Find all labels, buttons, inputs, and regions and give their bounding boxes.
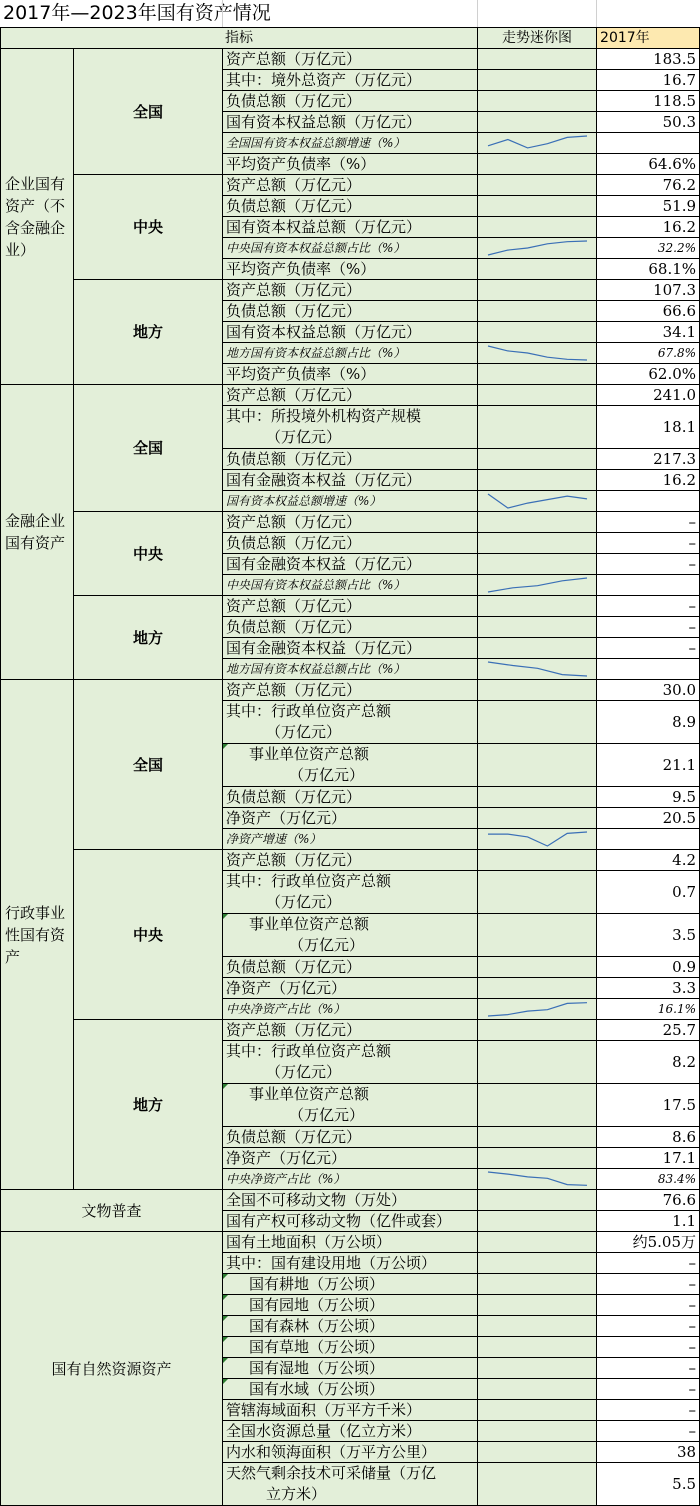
trend-cell xyxy=(478,1295,597,1316)
trend-cell xyxy=(478,575,597,596)
indicator-label: 中央国有资本权益总额占比（%） xyxy=(223,238,478,259)
indicator-label xyxy=(223,1084,478,1127)
header-row xyxy=(1,28,700,49)
value-2017: 3.5 xyxy=(597,914,700,957)
value-2017: 34.1 xyxy=(597,322,700,343)
indicator-label: 平均资产负债率（%） xyxy=(223,154,478,175)
sparkline-chart xyxy=(478,133,597,153)
table-row xyxy=(1,512,700,533)
sparkline-chart xyxy=(478,1169,597,1189)
value-2017: – xyxy=(597,533,700,554)
trend-cell xyxy=(478,301,597,322)
value-2017: – xyxy=(597,638,700,659)
indicator-label: 国有森林（万公顷） xyxy=(223,1316,478,1337)
trend-cell xyxy=(478,914,597,957)
indicator-label xyxy=(223,701,478,744)
trend-cell xyxy=(478,1274,597,1295)
indicator-label: 国有水域（万公顷） xyxy=(223,1379,478,1400)
value-2017: 8.6 xyxy=(597,1127,700,1148)
indicator-label: 其中：国有建设用地（万公顷） xyxy=(223,1253,478,1274)
label-line: 事业单位资产总额 （万亿元） xyxy=(249,745,370,784)
indicator-label xyxy=(223,406,478,449)
trend-cell xyxy=(478,1463,597,1506)
indicator-label: 负债总额（万亿元） xyxy=(223,787,478,808)
trend-cell xyxy=(478,1020,597,1041)
indicator-label: 国有湿地（万公顷） xyxy=(223,1358,478,1379)
value-2017: 5.5 xyxy=(597,1463,700,1506)
category-s1: 企业国有资产（不含金融企业） xyxy=(1,49,74,385)
table-row xyxy=(1,680,700,701)
value-2017: – xyxy=(597,1337,700,1358)
indicator-label: 国有金融资本权益（万亿元） xyxy=(223,554,478,575)
value-2017 xyxy=(597,491,700,512)
indicator-label: 国有土地面积（万公顷） xyxy=(223,1232,478,1253)
indicator-label xyxy=(223,744,478,787)
value-2017: 67.8% xyxy=(597,343,700,364)
indicator-label: 负债总额（万亿元） xyxy=(223,91,478,112)
trend-cell xyxy=(478,91,597,112)
sparkline-chart xyxy=(478,491,597,511)
indicator-label: 管辖海域面积（万平方千米） xyxy=(223,1400,478,1421)
header-year: 2017年 xyxy=(597,28,700,49)
assets-table xyxy=(0,27,700,1506)
indicator-label: 负债总额（万亿元） xyxy=(223,301,478,322)
indicator-label: 负债总额（万亿元） xyxy=(223,1127,478,1148)
value-2017 xyxy=(597,829,700,850)
value-2017: 83.4% xyxy=(597,1169,700,1190)
trend-cell xyxy=(478,70,597,91)
indicator-label: 国有资本权益总额（万亿元） xyxy=(223,217,478,238)
trend-cell xyxy=(478,364,597,385)
trend-cell xyxy=(478,154,597,175)
value-2017: 76.6 xyxy=(597,1190,700,1211)
trend-cell xyxy=(478,1442,597,1463)
trend-cell xyxy=(478,1400,597,1421)
trend-cell xyxy=(478,744,597,787)
value-2017: 107.3 xyxy=(597,280,700,301)
trend-cell xyxy=(478,850,597,871)
trend-cell xyxy=(478,1127,597,1148)
label-line: 其中：行政单位资产总额 （万亿元） xyxy=(226,872,392,911)
indicator-label: 国有产权可移动文物（亿件或套） xyxy=(223,1211,478,1232)
trend-cell xyxy=(478,1358,597,1379)
table-row xyxy=(1,175,700,196)
sparkline-line xyxy=(488,832,587,846)
indicator-label: 其中：境外总资产（万亿元） xyxy=(223,70,478,91)
value-2017: 62.0% xyxy=(597,364,700,385)
trend-cell xyxy=(478,217,597,238)
sparkline-chart xyxy=(478,829,597,849)
trend-cell xyxy=(478,617,597,638)
trend-cell xyxy=(478,871,597,914)
trend-cell xyxy=(478,259,597,280)
trend-cell xyxy=(478,1211,597,1232)
trend-cell xyxy=(478,196,597,217)
indicator-label xyxy=(223,871,478,914)
sparkline-chart xyxy=(478,343,597,363)
indicator-label: 地方国有资本权益总额占比（%） xyxy=(223,659,478,680)
subcategory-difang: 地方 xyxy=(74,1020,223,1190)
sparkline-line xyxy=(488,136,587,148)
subcategory-difang: 地方 xyxy=(74,596,223,680)
indicator-label xyxy=(223,1463,478,1506)
value-2017: 118.5 xyxy=(597,91,700,112)
category-s4: 文物普查 xyxy=(1,1190,223,1232)
table-row xyxy=(1,1232,700,1253)
value-2017: 4.2 xyxy=(597,850,700,871)
indicator-label: 资产总额（万亿元） xyxy=(223,280,478,301)
indicator-label: 平均资产负债率（%） xyxy=(223,259,478,280)
trend-cell xyxy=(478,1232,597,1253)
value-2017: – xyxy=(597,554,700,575)
value-2017: – xyxy=(597,512,700,533)
category-s2: 金融企业国有资产 xyxy=(1,385,74,680)
indicator-label xyxy=(223,1041,478,1084)
table-row xyxy=(1,850,700,871)
value-2017: 68.1% xyxy=(597,259,700,280)
trend-cell xyxy=(478,1379,597,1400)
trend-cell xyxy=(478,49,597,70)
value-2017: 9.5 xyxy=(597,787,700,808)
indicator-label: 国有资本权益总额（万亿元） xyxy=(223,322,478,343)
value-2017: – xyxy=(597,1295,700,1316)
indicator-label: 净资产增速（%） xyxy=(223,829,478,850)
indicator-label: 全国国有资本权益总额增速（%） xyxy=(223,133,478,154)
value-2017: 66.6 xyxy=(597,301,700,322)
indicator-label: 全国不可移动文物（万处） xyxy=(223,1190,478,1211)
indicator-label: 国有资本权益总额增速（%） xyxy=(223,491,478,512)
subcategory-quanguo: 全国 xyxy=(74,680,223,850)
category-s5: 国有自然资源资产 xyxy=(1,1232,223,1506)
trend-cell xyxy=(478,829,597,850)
indicator-label: 净资产（万亿元） xyxy=(223,978,478,999)
indicator-label: 负债总额（万亿元） xyxy=(223,196,478,217)
indicator-label: 国有草地（万公顷） xyxy=(223,1337,478,1358)
label-line: 其中：所投境外机构资产规模 （万亿元） xyxy=(226,407,422,446)
trend-cell xyxy=(478,322,597,343)
value-2017: – xyxy=(597,1358,700,1379)
sparkline-line xyxy=(488,346,587,360)
trend-cell xyxy=(478,1337,597,1358)
indicator-label: 国有耕地（万公顷） xyxy=(223,1274,478,1295)
indicator-label: 资产总额（万亿元） xyxy=(223,680,478,701)
value-2017: 17.5 xyxy=(597,1084,700,1127)
sparkline-line xyxy=(488,662,587,676)
value-2017: 3.3 xyxy=(597,978,700,999)
indicator-label: 资产总额（万亿元） xyxy=(223,596,478,617)
trend-cell xyxy=(478,978,597,999)
trend-cell xyxy=(478,1084,597,1127)
trend-cell xyxy=(478,999,597,1020)
sparkline-chart xyxy=(478,575,597,595)
value-2017: 51.9 xyxy=(597,196,700,217)
value-2017: 18.1 xyxy=(597,406,700,449)
table-row xyxy=(1,596,700,617)
indicator-label: 资产总额（万亿元） xyxy=(223,49,478,70)
value-2017: – xyxy=(597,1316,700,1337)
sparkline-line xyxy=(488,494,587,508)
trend-cell xyxy=(478,1148,597,1169)
trend-cell xyxy=(478,449,597,470)
subcategory-quanguo: 全国 xyxy=(74,49,223,175)
indicator-label: 资产总额（万亿元） xyxy=(223,1020,478,1041)
value-2017: – xyxy=(597,1253,700,1274)
indicator-label: 国有金融资本权益（万亿元） xyxy=(223,470,478,491)
label-line: 其中：行政单位资产总额 （万亿元） xyxy=(226,702,392,741)
indicator-label: 资产总额（万亿元） xyxy=(223,850,478,871)
header-trend: 走势迷你图 xyxy=(478,28,597,49)
label-line: 其中：行政单位资产总额 （万亿元） xyxy=(226,1042,392,1081)
value-2017 xyxy=(597,133,700,154)
trend-cell xyxy=(478,787,597,808)
indicator-label: 负债总额（万亿元） xyxy=(223,957,478,978)
trend-cell xyxy=(478,701,597,744)
indicator-label: 净资产（万亿元） xyxy=(223,1148,478,1169)
trend-cell xyxy=(478,533,597,554)
value-2017: 32.2% xyxy=(597,238,700,259)
subcategory-difang: 地方 xyxy=(74,280,223,385)
sparkline-line xyxy=(488,241,587,255)
trend-cell xyxy=(478,280,597,301)
value-2017: 241.0 xyxy=(597,385,700,406)
trend-cell xyxy=(478,406,597,449)
trend-cell xyxy=(478,1421,597,1442)
indicator-label xyxy=(223,914,478,957)
value-2017 xyxy=(597,659,700,680)
trend-cell xyxy=(478,470,597,491)
sparkline-line xyxy=(488,578,587,592)
sparkline-chart xyxy=(478,238,597,258)
sparkline-chart xyxy=(478,659,597,679)
trend-cell xyxy=(478,385,597,406)
trend-cell xyxy=(478,343,597,364)
indicator-label: 负债总额（万亿元） xyxy=(223,449,478,470)
value-2017: 8.9 xyxy=(597,701,700,744)
indicator-label: 国有园地（万公顷） xyxy=(223,1295,478,1316)
indicator-label: 国有资本权益总额（万亿元） xyxy=(223,112,478,133)
label-line: 事业单位资产总额 （万亿元） xyxy=(249,1085,370,1124)
trend-cell xyxy=(478,957,597,978)
sparkline-chart xyxy=(478,999,597,1019)
value-2017 xyxy=(597,575,700,596)
trend-cell xyxy=(478,680,597,701)
trend-cell xyxy=(478,512,597,533)
indicator-label: 负债总额（万亿元） xyxy=(223,533,478,554)
subcategory-zhongyang: 中央 xyxy=(74,175,223,280)
value-2017: 16.2 xyxy=(597,217,700,238)
value-2017: 20.5 xyxy=(597,808,700,829)
indicator-label: 资产总额（万亿元） xyxy=(223,175,478,196)
subcategory-zhongyang: 中央 xyxy=(74,512,223,596)
table-row xyxy=(1,385,700,406)
trend-cell xyxy=(478,112,597,133)
value-2017: 17.1 xyxy=(597,1148,700,1169)
trend-cell xyxy=(478,1190,597,1211)
trend-cell xyxy=(478,638,597,659)
trend-cell xyxy=(478,491,597,512)
indicator-label: 国有金融资本权益（万亿元） xyxy=(223,638,478,659)
table-row xyxy=(1,49,700,70)
value-2017: 约5.05万 xyxy=(597,1232,700,1253)
value-2017: 16.7 xyxy=(597,70,700,91)
value-2017: 8.2 xyxy=(597,1041,700,1084)
trend-cell xyxy=(478,175,597,196)
trend-cell xyxy=(478,808,597,829)
value-2017: 0.7 xyxy=(597,871,700,914)
sparkline-line xyxy=(488,1172,587,1185)
value-2017: 25.7 xyxy=(597,1020,700,1041)
value-2017: 217.3 xyxy=(597,449,700,470)
value-2017: 183.5 xyxy=(597,49,700,70)
indicator-label: 资产总额（万亿元） xyxy=(223,385,478,406)
value-2017: 16.2 xyxy=(597,470,700,491)
trend-cell xyxy=(478,1316,597,1337)
table-row xyxy=(1,1020,700,1041)
value-2017: 76.2 xyxy=(597,175,700,196)
indicator-label: 平均资产负债率（%） xyxy=(223,364,478,385)
value-2017: – xyxy=(597,596,700,617)
trend-cell xyxy=(478,554,597,575)
trend-cell xyxy=(478,1041,597,1084)
indicator-label: 净资产（万亿元） xyxy=(223,808,478,829)
value-2017: 38 xyxy=(597,1442,700,1463)
page-title xyxy=(0,0,700,27)
indicator-label: 全国水资源总量（亿立方米） xyxy=(223,1421,478,1442)
title-text: 2017年—2023年国有资产情况 xyxy=(3,2,271,24)
value-2017: – xyxy=(597,1274,700,1295)
table-row xyxy=(1,1190,700,1211)
trend-cell xyxy=(478,238,597,259)
value-2017: – xyxy=(597,617,700,638)
trend-cell xyxy=(478,133,597,154)
value-2017: 1.1 xyxy=(597,1211,700,1232)
indicator-label: 负债总额（万亿元） xyxy=(223,617,478,638)
indicator-label: 中央国有资本权益总额占比（%） xyxy=(223,575,478,596)
subcategory-quanguo: 全国 xyxy=(74,385,223,512)
trend-cell xyxy=(478,596,597,617)
trend-cell xyxy=(478,1169,597,1190)
value-2017: – xyxy=(597,1379,700,1400)
header-indicator: 指标 xyxy=(1,28,478,49)
value-2017: 64.6% xyxy=(597,154,700,175)
subcategory-zhongyang: 中央 xyxy=(74,850,223,1020)
value-2017: 30.0 xyxy=(597,680,700,701)
table-row xyxy=(1,280,700,301)
indicator-label: 内水和领海面积（万平方公里） xyxy=(223,1442,478,1463)
sparkline-line xyxy=(488,1003,587,1016)
indicator-label: 资产总额（万亿元） xyxy=(223,512,478,533)
value-2017: 0.9 xyxy=(597,957,700,978)
value-2017: 21.1 xyxy=(597,744,700,787)
label-line: 天然气剩余技术可采储量（万亿 立方米） xyxy=(226,1464,437,1503)
value-2017: – xyxy=(597,1400,700,1421)
indicator-label: 地方国有资本权益总额占比（%） xyxy=(223,343,478,364)
value-2017: 16.1% xyxy=(597,999,700,1020)
trend-cell xyxy=(478,1253,597,1274)
indicator-label: 中央净资产占比（%） xyxy=(223,1169,478,1190)
value-2017: – xyxy=(597,1421,700,1442)
trend-cell xyxy=(478,659,597,680)
label-line: 事业单位资产总额 （万亿元） xyxy=(249,915,370,954)
indicator-label: 中央净资产占比（%） xyxy=(223,999,478,1020)
value-2017: 50.3 xyxy=(597,112,700,133)
category-s3: 行政事业性国有资产 xyxy=(1,680,74,1190)
